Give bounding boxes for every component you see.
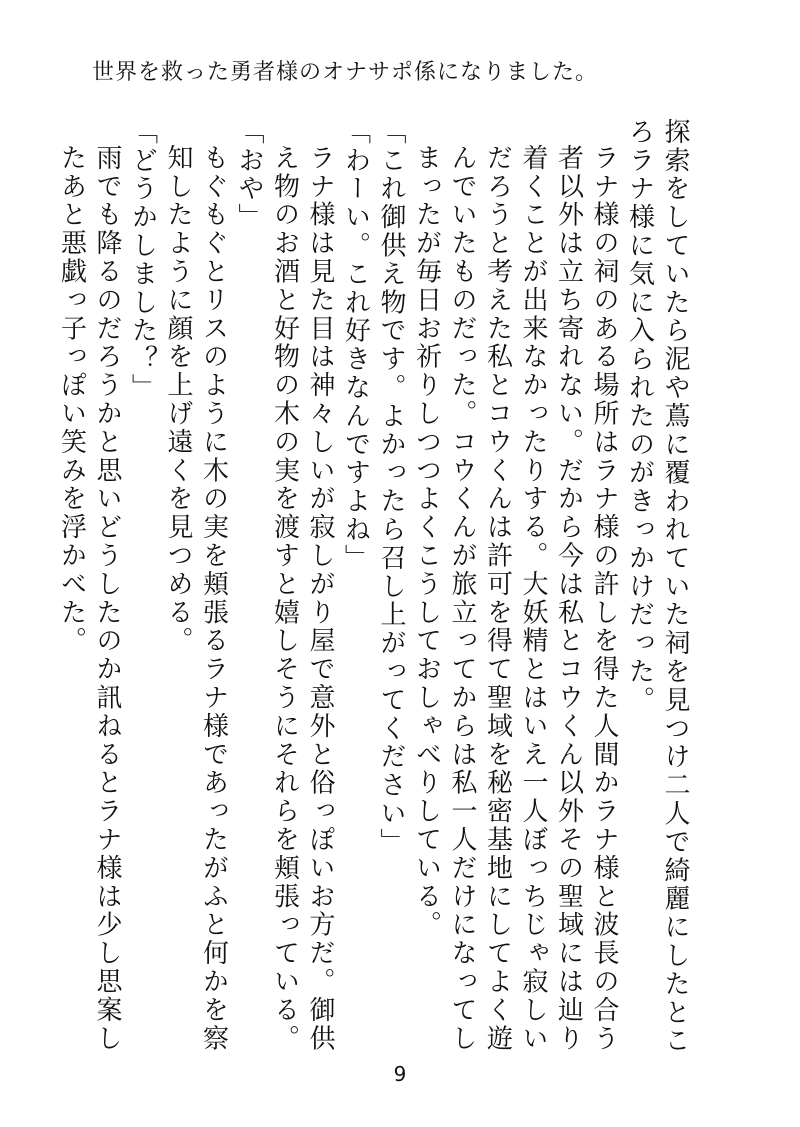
body-text — [56, 118, 692, 1058]
paragraph-1: 探索をしていたら泥や蔦に覆われていた祠を見つけ二人で綺麗にしたところラナ様に気に入られたのがきっかけだった。 — [624, 118, 690, 1056]
paragraph-4: もぐもぐとリスのように木の実を頬張るラナ様であったがふと何かを察知したように顔を上げ遠くを見つめる。 — [163, 144, 229, 1053]
running-header-title: 世界を救った勇者様のオナサポ係になりました。 — [92, 60, 599, 85]
dialogue-line-4: 「どうかしました？」 — [127, 118, 158, 402]
paragraph-3: ラナ様は見た目は神々しいが寂しがり屋で意外と俗っぽいお方だ。御供え物のお酒と好物の木の実を渡すと嬉しそうにそれらを頬張っている。 — [269, 144, 335, 1053]
dialogue-line-1: 「これ御供え物です。よかったら召し上がってください」 — [376, 118, 406, 857]
paragraph-2: ラナ様の祠のある場所はラナ様の許しを得た人間かラナ様と波長の合う者以外は立ち寄れない。だから今は私とコウくん以外その聖域には辿り着くことが出来なかったりする。大妖精とはいえ一人ぼっちじゃ寂しいだろうと考えた私とコウくんは許可を得て聖域を秘密基地にしてよく遊んでいたものだった。コウくんが旅立ってからは私一人だけになってしまったが毎日お祈りしつつよくこうしておしゃべりしている。 — [411, 144, 619, 1053]
paragraph-5: 雨でも降るのだろうかと思いどうしたのか訊ねるとラナ様は少し思案したあと悪戯っ子っぽい笑みを浮かべた。 — [56, 144, 122, 1053]
dialogue-line-3: 「おや」 — [234, 118, 264, 232]
page-number: 9 — [393, 1062, 407, 1086]
dialogue-line-2: 「わーい。これ好きなんですよね」 — [340, 118, 371, 573]
